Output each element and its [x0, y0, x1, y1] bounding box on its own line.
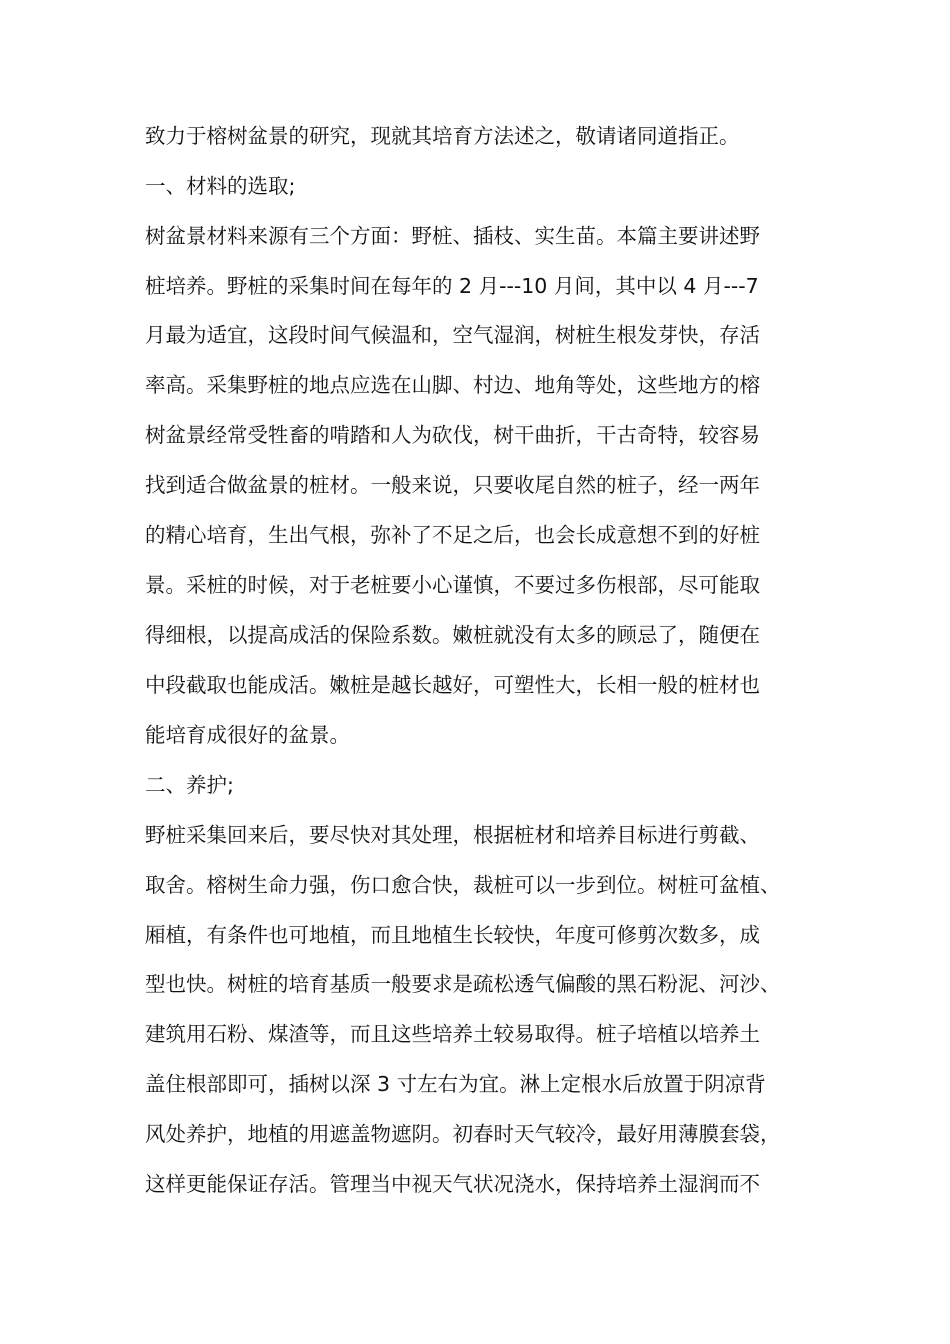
text-line: 中段截取也能成活。嫩桩是越长越好，可塑性大，长相一般的桩材也 — [145, 673, 760, 697]
text-line: 型也快。树桩的培育基质一般要求是疏松透气偏酸的黑石粉泥、河沙、 — [145, 972, 781, 996]
text-line: 这样更能保证存活。管理当中视天气状况浇水，保持培养土湿润而不 — [145, 1172, 760, 1196]
text-line: 桩培养。野桩的采集时间在每年的 2 月---10 月间，其中以 4 月---7 — [145, 274, 759, 298]
section-heading-maintenance: 二、养护; — [145, 773, 234, 797]
text-line: 树盆景材料来源有三个方面：野桩、插枝、实生苗。本篇主要讲述野 — [145, 224, 760, 248]
text-line: 风处养护，地植的用遮盖物遮阴。初春时天气较冷，最好用薄膜套袋， — [145, 1122, 781, 1146]
text-line: 率高。采集野桩的地点应选在山脚、村边、地角等处，这些地方的榕 — [145, 373, 760, 397]
text-line: 能培育成很好的盆景。 — [145, 723, 350, 747]
text-line: 找到适合做盆景的桩材。一般来说，只要收尾自然的桩子，经一两年 — [145, 473, 760, 497]
text-line: 取舍。榕树生命力强，伤口愈合快，裁桩可以一步到位。树桩可盆植、 — [145, 873, 781, 897]
text-line: 景。采桩的时候，对于老桩要小心谨慎，不要过多伤根部，尽可能取 — [145, 573, 760, 597]
text-line: 盖住根部即可，插树以深 3 寸左右为宜。淋上定根水后放置于阴凉背 — [145, 1072, 766, 1096]
section-heading-materials: 一、材料的选取; — [145, 174, 296, 198]
text-line: 得细根，以提高成活的保险系数。嫩桩就没有太多的顾忌了，随便在 — [145, 623, 760, 647]
intro-paragraph: 致力于榕树盆景的研究，现就其培育方法述之，敬请诸同道指正。 — [145, 124, 740, 148]
text-line: 野桩采集回来后，要尽快对其处理，根据桩材和培养目标进行剪截、 — [145, 823, 760, 847]
text-line: 厢植，有条件也可地植，而且地植生长较快，年度可修剪次数多，成 — [145, 923, 760, 947]
text-line: 树盆景经常受牲畜的啃踏和人为砍伐，树干曲折，干古奇特，较容易 — [145, 423, 760, 447]
text-line: 的精心培育，生出气根，弥补了不足之后，也会长成意想不到的好桩 — [145, 523, 760, 547]
text-line: 月最为适宜，这段时间气候温和，空气湿润，树桩生根发芽快，存活 — [145, 323, 760, 347]
text-line: 建筑用石粉、煤渣等，而且这些培养土较易取得。桩子培植以培养土 — [145, 1022, 760, 1046]
